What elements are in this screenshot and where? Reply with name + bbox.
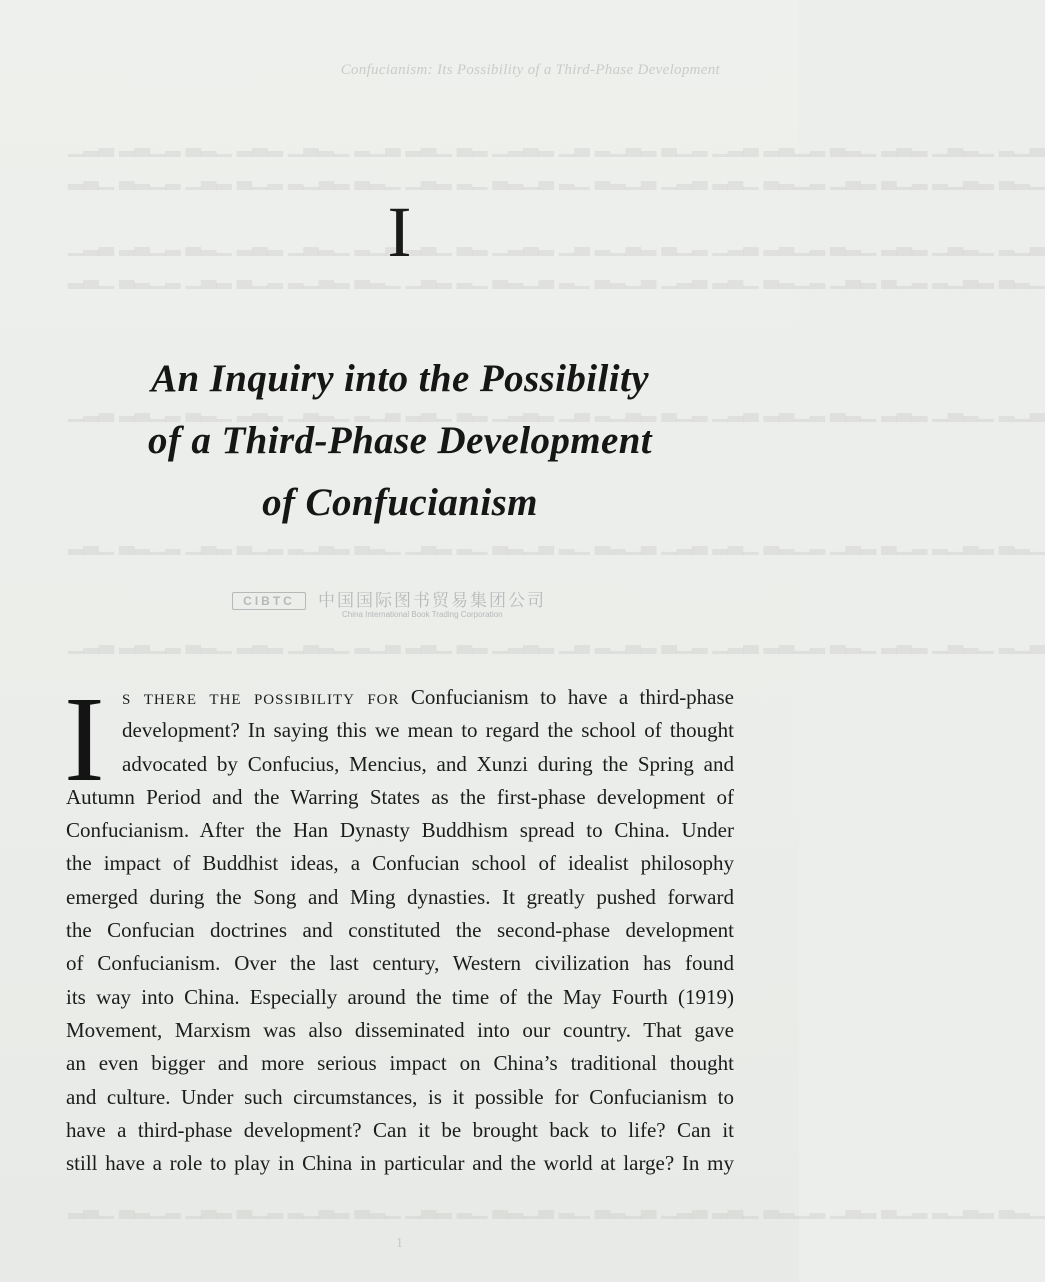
body-line: advocated by Confucius, Mencius, and Xunzi during the Spring and bbox=[122, 751, 734, 776]
body-line: s there the possibility for Confucianism to have a third-phase bbox=[122, 685, 734, 709]
page-number: 1 bbox=[396, 1236, 403, 1251]
body-line: an even bigger and more serious impact on China’s traditional thought bbox=[66, 1051, 734, 1076]
body-line: still have a role to play in China in particular and the world at large? In my bbox=[66, 1151, 734, 1176]
body-line: have a third-phase development? Can it be brought back to life? Can it bbox=[66, 1117, 734, 1142]
chapter-title-line: of a Third-Phase Development bbox=[147, 419, 653, 462]
body-line: Movement, Marxism was also disseminated into our country. That gave bbox=[66, 1017, 734, 1042]
watermark-chinese-text: 中国国际图书贸易集团公司 bbox=[318, 591, 546, 611]
watermark-english-text: China International Book Trading Corporation bbox=[342, 610, 503, 619]
body-line: the impact of Buddhist ideas, a Confucian school of idealist philosophy bbox=[66, 851, 734, 876]
body-paragraph bbox=[64, 672, 734, 1180]
chapter-title-line: of Confucianism bbox=[262, 481, 538, 524]
publisher-logo: CIBTC bbox=[232, 592, 306, 610]
publisher-watermark bbox=[232, 586, 632, 626]
drop-cap: I bbox=[64, 672, 105, 807]
book-page: Confucianism: Its Possibility of a Third-Phase Development ▁▂▃ ▂▃▁▂ ▃▂▁ ▂▃▂ ▁▃▂▁ ▂▁▃ ▂▃▁ ▃▂ ▁▂▃▂ ▁▃ ▂▁▃▂ ▃▁▂ ▁▂▃ ▂▃▁▂ ▃▂▁ ▂▃▂ ▁▃▂▁ ▂▁▃ ▂▃▁ ▃▂▁▂ ▁▃▂ ▃▁▂ ▂▁▃▂ ▃▂▁ ▁▃▂ ▂▁ ▃▂▁▃ ▂▁ ▃▂▁▃ ▁▂▃ ▂▃▁ ▃▂▁▂ ▁▃▂ ▃▁▂ ▂▁▃▂ ▃▂▁ ▁▂▃ ▂▃▁▂ ▃▂▁ ▂▃▂ ▁▃▂▁ ▂▁▃ ▂▃▁ ▃▂ ▁▂▃▂ ▁▃ ▂▁▃▂ ▃▁▂ ▁▂▃ ▂▃▁▂ ▃▂▁ ▂▃▂ ▁▃▂▁ ▂▁▃ ▂▃▁ ▃▂▁▂ ▁▃▂ ▃▁▂ ▂▁▃▂ ▃▂▁ ▁▃▂ ▂▁ ▃▂▁▃ ▂▁ ▃▂▁▃ ▁▂▃ ▂▃▁ ▃▂▁▂ ▁▃▂ ▃▁▂ ▂▁▃▂ ▃▂▁ ▁▂▃ ▂▃▁▂ ▃▂▁ ▂▃▂ ▁▃▂▁ ▂▁▃ ▂▃▁ ▃▂ ▁▂▃▂ ▁▃ ▂▁▃▂ ▃▁▂ ▁▂▃ ▂▃▁▂ ▃▂▁ ▂▃▂ ▁▃▂▁ ▂▁▃ ▂▃▁ ▃▂▁▂ ▁▃▂ ▃▁▂ ▂▁▃▂ ▃▂▁ ▁▃▂ ▂▁ ▃▂▁▃ ▂▁ ▃▂▁▃ ▁▂▃ ▂▃▁ ▃▂▁▂ ▁▃▂ ▃▁▂ ▂▁▃▂ ▃▂▁ ▁▂▃ ▂▃▁▂ ▃▂▁ ▂▃▂ ▁▃▂▁ ▂▁▃ ▂▃▁ ▃▂ ▁▂▃▂ ▁▃ ▂▁▃▂ ▃▁▂ ▁▂▃ ▂▃▁▂ ▃▂▁ ▂▃▂ ▁▃▂▁ ▂▁▃ ▂▃▁ ▃▂▁▂ ▁▃▂ ▃▁▂ ▂▁▃▂ ▃▂▁ ▁▃▂ ▂▁ ▃▂▁▃ ▂▁ ▃▂▁▃ ▁▂▃ ▂▃▁ ▃▂▁▂ ▁▃▂ ▃▁▂ ▂▁▃▂ ▃▂▁ I An Inquiry into the Possibility of a Third-Phase Development of Confucianism CIBTC 中国国际图书贸易集团公司 China International Book Trading Corporation I s there the possibility for Confucianism to have a third-phase development? In saying this we mean to regard the school of thought advocated by Confucius, Mencius, and Xunzi during the Spring and Autumn Period and the Warring States as the first-phase development of Confucianism. After the Han Dynasty Buddhism spread to China. Under the impact of Buddhist ideas, a Confucian school of idealist philosophy emerged during the Song and Ming dynasties. It greatly pushed forward the Confucian doctrines and constituted the second-phase development of Confucianism. Over the last century, Western civilization has found its way into China. Especially around the time of the May Fourth (1919) Movement, Marxism was also disseminated into our country. That gave an even bigger and more serious impact on China’s traditional thought and culture. Under such circumstances, is it possible for Confucianism to have a third-phase development? Can it be brought back to life? Can it still have a role to play in China in particular and the world at large? In my 1 bbox=[0, 0, 799, 1282]
body-line: Confucianism. After the Han Dynasty Buddhism spread to China. Under bbox=[66, 818, 734, 843]
body-line: development? In saying this we mean to regard the school of thought bbox=[122, 718, 734, 743]
chapter-title-line: An Inquiry into the Possibility bbox=[151, 357, 649, 400]
chapter-number: I bbox=[387, 192, 412, 272]
body-line: the Confucian doctrines and constituted the second-phase development bbox=[66, 918, 734, 943]
lead-in-smallcaps: s there the possibility for bbox=[122, 685, 400, 709]
body-line: of Confucianism. Over the last century, Western civilization has found bbox=[66, 951, 734, 976]
body-line: and culture. Under such circumstances, is it possible for Confucianism to bbox=[66, 1084, 734, 1109]
body-line: its way into China. Especially around the time of the May Fourth (1919) bbox=[66, 984, 734, 1009]
running-head: Confucianism: Its Possibility of a Third-Phase Development bbox=[340, 62, 720, 78]
body-line: emerged during the Song and Ming dynasties. It greatly pushed forward bbox=[66, 884, 734, 909]
body-line: Autumn Period and the Warring States as the first-phase development of bbox=[66, 784, 734, 809]
show-through-texture: ▁▂▃ ▂▃▁▂ ▃▂▁ ▂▃▂ ▁▃▂▁ ▂▁▃ ▂▃▁ ▃▂ ▁▂▃▂ ▁▃ ▂▁▃▂ ▃▁▂ ▁▂▃ ▂▃▁▂ ▃▂▁ ▂▃▂ ▁▃▂▁ ▂▁▃ bbox=[68, 135, 1045, 157]
chapter-title bbox=[70, 348, 730, 534]
